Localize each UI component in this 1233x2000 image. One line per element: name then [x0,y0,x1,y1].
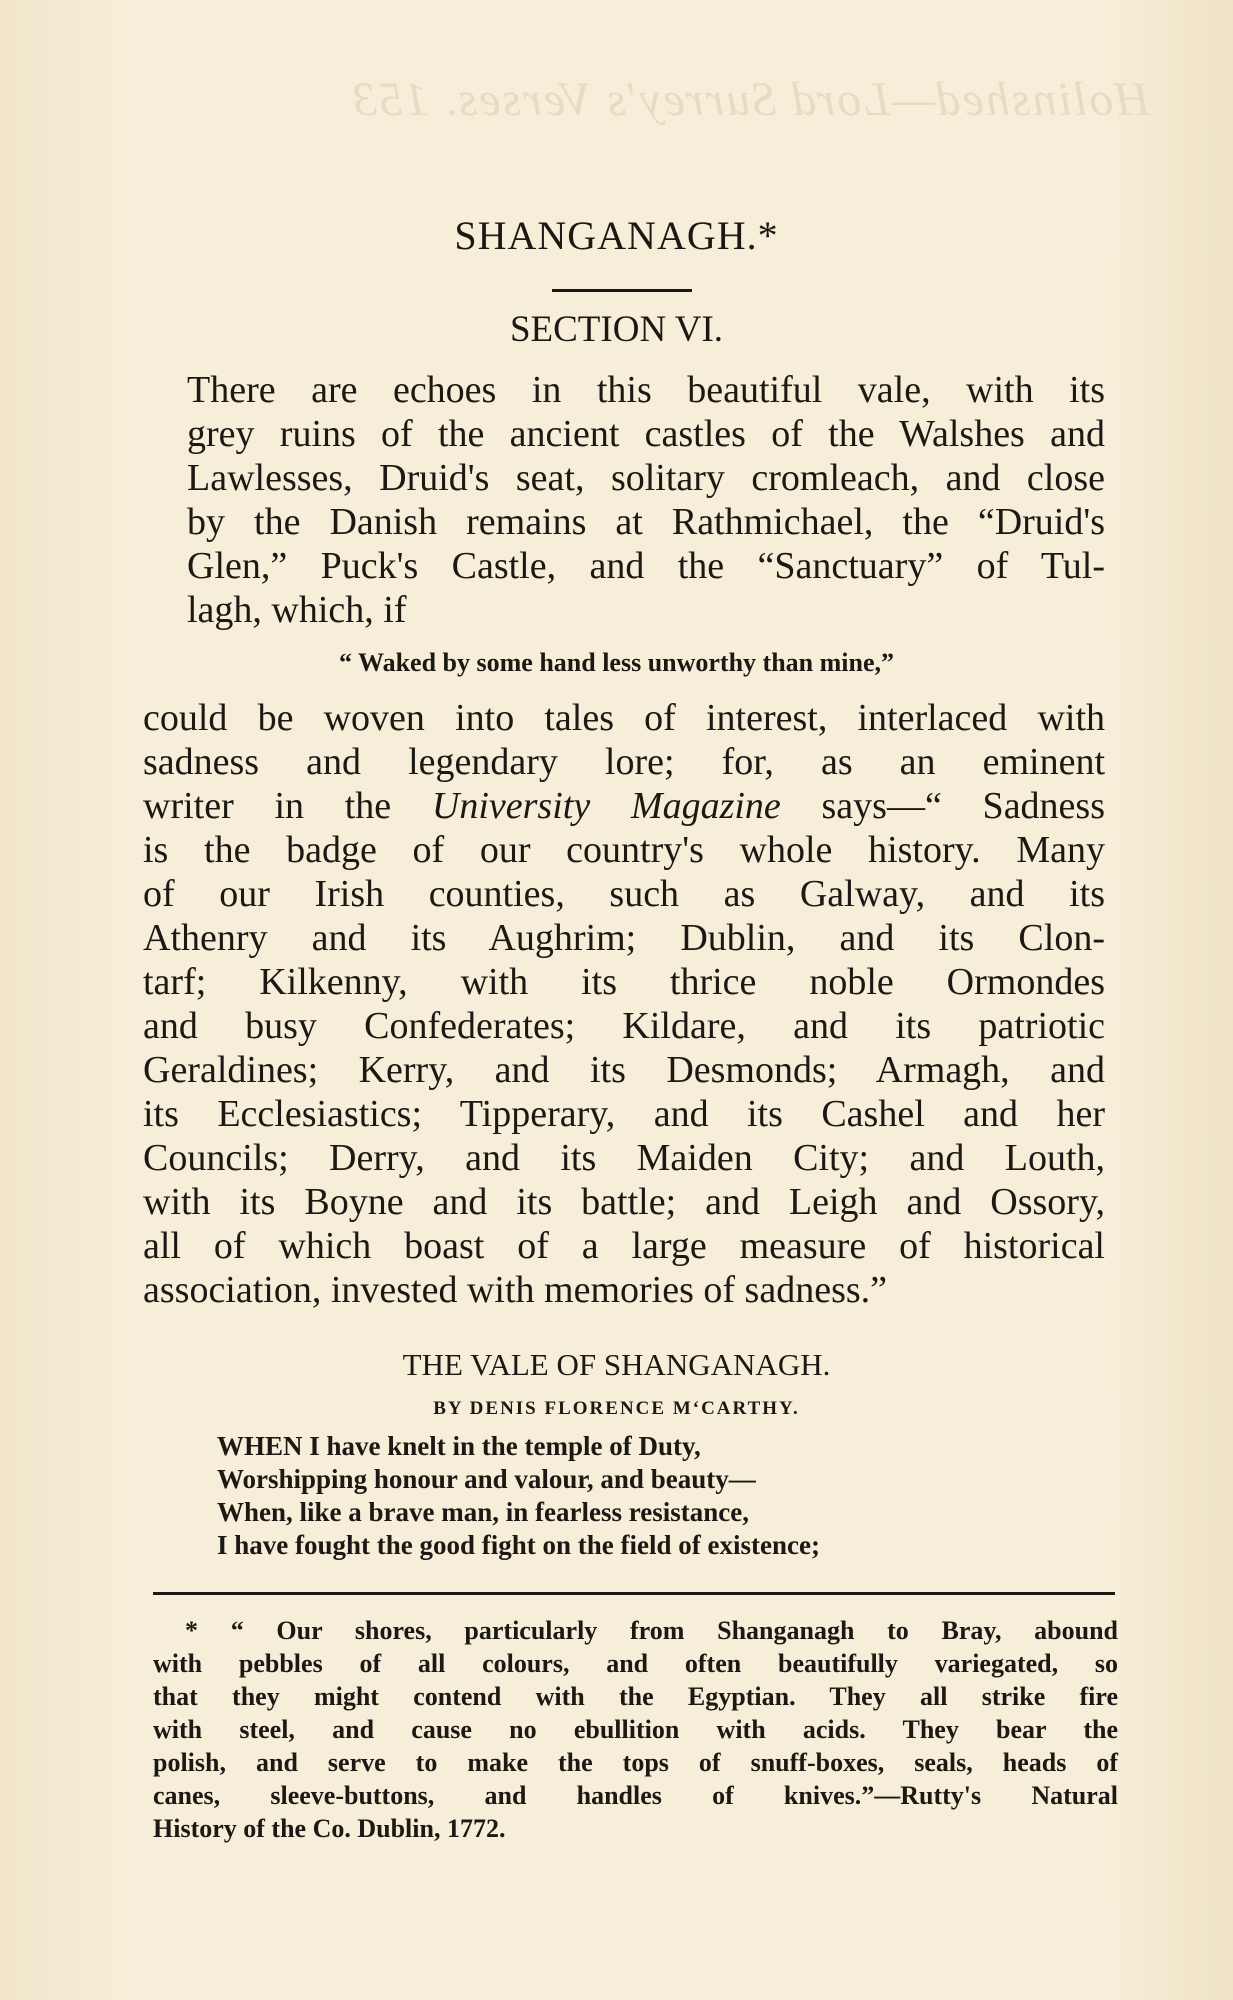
footnote-line: that they might contend with the Egyptian. They all strike fire [153,1682,1118,1711]
text-line: association, invested with memories of sadness.” [143,1269,888,1311]
footnote-rule [153,1592,1115,1595]
text-line: all of which boast of a large measure of historical [143,1225,1105,1267]
footnote-line: * “ Our shores, particularly from Shanganagh to Bray, abound [185,1616,1118,1645]
text-line: grey ruins of the ancient castles of the Walshes and [187,413,1105,455]
poem-stanza [217,1430,1037,1562]
poem-line: When, like a brave man, in fearless resistance, [217,1497,749,1527]
poem-line: I have fought the good fight on the field of existence; [217,1530,820,1560]
text-line: lagh, which, if [187,589,407,631]
poem-title: THE VALE OF SHANGANAGH. [402,1347,831,1382]
text-line-with-italic: writer in the University Magazine says—“ Sadness [143,785,1106,827]
text-line: Councils; Derry, and its Maiden City; and Louth, [143,1137,1105,1179]
text-line: could be woven into tales of interest, interlaced with [143,697,1105,739]
poem-line: WHEN I have knelt in the temple of Duty, [217,1431,701,1461]
text-line: tarf; Kilkenny, with its thrice noble Ormondes [143,961,1105,1003]
italic-title-university-magazine: University Magazine [431,785,781,827]
quotation-line: “ Waked by some hand less unworthy than mine,” [338,648,895,677]
text-line: Athenry and its Aughrim; Dublin, and its Clon- [143,917,1105,959]
poem-author: BY DENIS FLORENCE M‘CARTHY. [433,1398,800,1419]
text-line: by the Danish remains at Rathmichael, the “Druid's [187,501,1105,543]
footnote-line: with steel, and cause no ebullition with acids. They bear the [153,1715,1118,1744]
show-through-running-head: Holinshed—Lord Surrey's Verses. 153 [350,73,1150,126]
section-heading: SECTION VI. [509,309,724,350]
paragraph-2 [143,696,1105,1312]
text-line: There are echoes in this beautiful vale, with its [187,369,1105,411]
text-line: of our Irish counties, such as Galway, and its [143,873,1105,915]
title-rule [552,289,692,292]
text-line: and busy Confederates; Kildare, and its patriotic [143,1005,1105,1047]
text-line: Geraldines; Kerry, and its Desmonds; Armagh, and [143,1049,1105,1091]
footnote-line: polish, and serve to make the tops of snuff-boxes, seals, heads of [153,1748,1118,1777]
paragraph-1 [143,368,1105,632]
footnote-line: History of the Co. Dublin, 1772. [153,1814,506,1843]
chapter-title: SHANGANAGH.* [454,213,779,258]
poem-line: Worshipping honour and valour, and beauty— [217,1464,756,1494]
text-line: Lawlesses, Druid's seat, solitary cromleach, and close [187,457,1105,499]
text-line: with its Boyne and its battle; and Leigh and Ossory, [143,1181,1105,1223]
footnote-line: canes, sleeve-buttons, and handles of knives.”—Rutty's Natural [153,1781,1118,1810]
text-line: sadness and legendary lore; for, as an eminent [143,741,1105,783]
text-line: is the badge of our country's whole history. Many [143,829,1105,871]
footnote-line: with pebbles of all colours, and often beautifully variegated, so [153,1649,1118,1678]
text-line: Glen,” Puck's Castle, and the “Sanctuary” of Tul- [187,545,1105,587]
text-line: its Ecclesiastics; Tipperary, and its Cashel and her [143,1093,1105,1135]
footnote [153,1614,1118,1845]
